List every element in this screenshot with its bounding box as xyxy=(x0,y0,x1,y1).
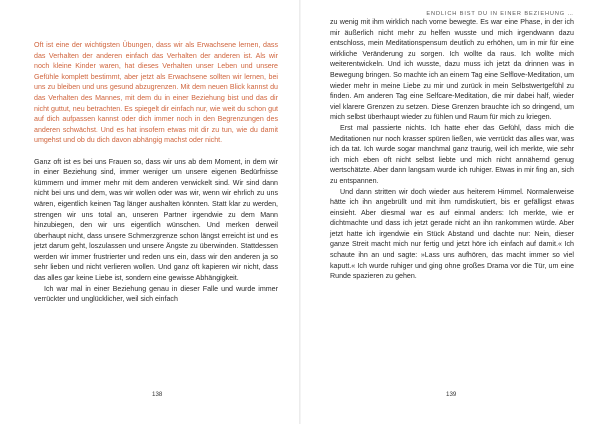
left-page-body xyxy=(34,40,278,305)
running-head: ENDLICH BIST DU IN EINER BEZIEHUNG … xyxy=(426,11,574,17)
page-number-left: 138 xyxy=(152,391,163,398)
highlighted-paragraph: Oft ist eine der wichtigsten Übungen, dass wir als Erwachsene lernen, dass das Verhalten der anderen einfach das Verhalten der anderen ist. Als wir noch kleine Kinder waren, hat dieses Verhalten unser Leben und unsere Gefühle komplett bestimmt, aber jetzt als Erwachsene sollten wir lernen, bei uns zu bleiben und uns gesund abzugrenzen. Mit dem neuen Blick kannst du das Verhalten des Mannes, mit dem du in einer Beziehung bist und das dir nicht guttut, neu betrachten. Es spiegelt dir einfach nur, wie weit du schon gut auf dich aufpassen kannst oder dich immer noch in den Begrenzungen des anderen schwächst. Und es hat insofern etwas mit dir zu tun, wie du damit umgehst und ob du dich davon abhängig machst oder nicht. xyxy=(34,41,278,145)
book-gutter xyxy=(299,0,301,424)
left-page xyxy=(34,0,278,424)
right-page xyxy=(330,0,574,424)
paragraph: Erst mal passierte nichts. Ich hatte eher das Gefühl, dass mich die Meditationen nur noch krasser spüren ließen, wie verrückt das alles war, was ich da tat. Ich wurde sogar manchmal ganz traurig, weil ich merkte, wie sehr ich mich eben oft nicht selbst liebte und mich nicht annähernd genug wertschätzte. Aber dann langsam wurde ich ruhiger. Etwas in mir fing an, sich zu entspannen. xyxy=(330,123,574,185)
right-page-body xyxy=(330,17,574,282)
paragraph: Und dann stritten wir doch wieder aus heiterem Himmel. Normalerweise hätte ich ihn angebrüllt und mit ihm rumdiskutiert, bis er gefälligst etwas einsieht. Aber diesmal war es auf einmal anders: Ich merkte, wie er dichtmachte und dass ich jetzt gerade nicht an ihn rankommen würde. Aber jetzt hatte ich irgendwie ein Stück Abstand und dachte nur: Nein, dieser ganze Streit macht mich nur fertig und jetzt höre ich einfach auf damit.« Ich schaute ihn an und sagte: »Lass uns aufhören, das macht immer so viel kaputt.« Ich wurde ruhiger und ging ohne großes Drama vor die Tür, um eine Runde spazieren zu gehen. xyxy=(330,187,574,281)
page-number-right: 139 xyxy=(446,391,457,398)
paragraph: Ich war mal in einer Beziehung genau in dieser Falle und wurde immer verrückter und unglücklicher, weil sich einfach xyxy=(34,284,278,304)
paragraph: zu wenig mit ihm wirklich nach vorne bewegte. Es war eine Phase, in der ich mir äußerlich nicht mehr zu helfen wusste und mich irgendwann dazu entschloss, mein Meditationspensum deutlich zu erhöhen, um in mir für eine wirkliche Veränderung zu sorgen. Ich wollte da raus. Ich wollte mich weiterentwickeln. Und ich wusste, dazu muss ich jetzt da drinnen was in Bewegung bringen. So machte ich an einem Tag eine Selflove-Meditation, um wieder mehr in meine Liebe zu mir und zurück in mein Selbstwertgefühl zu finden. Am anderen Tag eine Selfcare-Meditation, die mir dabei half, wieder viel klarere Grenzen zu setzen. Diese Grenzen brauchte ich so dringend, um mich selbst überhaupt wieder zu fühlen und Raum für mich zu kriegen. xyxy=(330,18,574,122)
paragraph: Ganz oft ist es bei uns Frauen so, dass wir uns ab dem Moment, in dem wir in einer Beziehung sind, immer weniger um unsere eigenen Bedürfnisse kümmern und immer mehr mit dem anderen verwickelt sind. Wir sind dann nicht bei uns und dem, was wir wollen oder was wir, wenn wir ehrlich zu uns wären, eigentlich keinen Tag länger aushalten könnten. Statt klar zu werden, strengen wir uns total an, unseren Partner irgendwie zu dem Mann hinzubiegen, den wir uns eigentlich wünschen. Und merken derweil überhaupt nicht, dass unsere Schmerzgrenze schon längst erreicht ist und es jetzt darum geht, loszulassen und unsere Ängste zu überwinden. Stattdessen werden wir immer frustrierter und reden uns ein, dass wir den anderen ja so sehr lieben und nicht verlieren wollen. Und ganz oft kapieren wir nicht, dass das alles gar keine Liebe ist, sondern eine gewisse Abhängigkeit. xyxy=(34,157,278,283)
